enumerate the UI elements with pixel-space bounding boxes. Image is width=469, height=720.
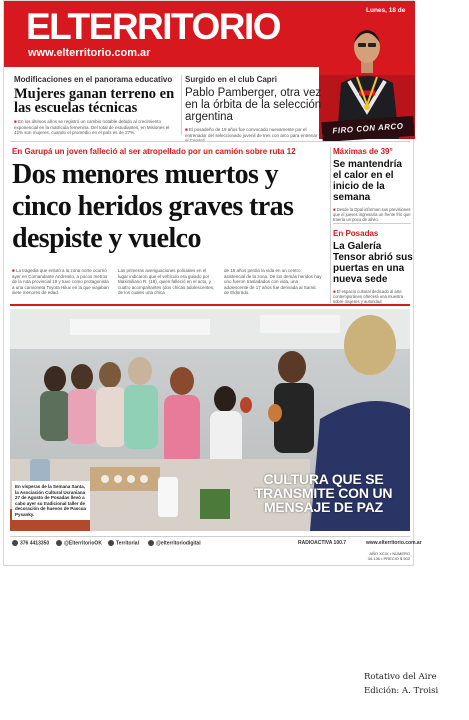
sidebar-body: ■ Desde la Dpal informan sus previsiones que el jueves ingresaría un frente frío que traería un poco de alivio. [333,207,413,223]
facebook-contact[interactable]: Territorial [108,540,139,546]
player-banner: FIRO CON ARCO [321,116,414,142]
story-column-3: de 15 años perdió la vida en un centro asistencial de la zona. De los demás heridos hay uno fueron trasladados con vida, una adolescente de 17 años fue derivada al Samic de Eldorado. [224,268,322,295]
teaser-headline[interactable]: Pablo Pamberger, otra vez en la órbita de la selección argentina [185,87,322,123]
sidebar-headline[interactable]: La Galería Tensor abrió sus puertas en una nueva sede [333,241,413,285]
newspaper-front-page [3,0,422,566]
website-url[interactable]: www.elterritorio.com.ar [28,47,151,59]
teaser-pamberger[interactable] [185,75,325,144]
footer-website[interactable]: www.elterritorio.com.ar [366,540,422,546]
sidebar-headline[interactable]: Se mantendría el calor en el inicio de la semana [333,159,402,203]
main-headline[interactable]: Dos menores muertos y cinco heridos graves tras despiste y vuelco [12,159,294,254]
photo-headline[interactable]: CULTURA QUE SE TRANSMITE CON UN MENSAJE DE PAZ [254,471,393,515]
newspaper-logo[interactable]: ELTERRITORIO [26,6,281,47]
sidebar-kicker: Máximas de 39° [333,147,393,156]
credit-line-2: Edición: A. Troisi [364,685,439,696]
instagram-contact[interactable]: @elterritoriodigital [148,540,201,546]
phone-contact[interactable]: 376 4413350 [12,540,49,546]
teaser-kicker: Modificaciones en el panorama educativo [14,75,173,84]
issue-date: Lunes, 18 de [366,7,406,14]
instagram-icon [148,540,154,546]
sidebar-weather[interactable] [333,147,413,223]
sidebar-body: ■ El espacio cultural dedicado al arte contemporáneo ofrecerá una muestra sobre mujeres y autoridad. [333,289,413,305]
story-column-2: Las primeras averiguaciones policiales en el lugar indicaron que el vehículo era guiado por Maximiliano R. (18), quien falleció en el acto, y cuatro acompañantes (dos chicas adolescentes, de los cuales una chica [118,268,215,295]
page-footer [10,536,422,548]
twitter-icon [56,540,62,546]
sidebar-kicker: En Posadas [333,229,379,238]
issue-number: AÑO XCIX • NÚMERO 34.136 • PRECIO $ 500 [367,551,410,561]
divider [10,141,410,142]
section-rule [10,304,410,306]
twitter-contact[interactable]: @ElterritorioOK [56,540,102,546]
divider [330,147,331,303]
divider [333,223,411,224]
whatsapp-icon [12,540,18,546]
facebook-icon [108,540,114,546]
credit-line-1: Rotativo del Aire [364,672,437,682]
teaser-kicker: Surgido en el club Capri [185,75,278,84]
credits [364,671,460,698]
story-column-1: ■ La tragedia que enlutó a la zona norte ocurrió ayer en Comandante Andresito, a pocos metros de la ruta provincial 19 y tuvo como protagonista a una camioneta Toyota Hilux en la que viajaban siete menores de edad. [12,268,110,296]
main-kicker[interactable]: En Garupá un joven falleció al ser atropellado por un camión sobre ruta 12 [12,147,296,156]
teaser-body: ■ El posadeño de 19 años fue convocado nuevamente por el entrenador del seleccionado juvenil de tres con arco para entrenar en [185,127,325,144]
sidebar-gallery[interactable] [333,229,413,305]
radio-brand[interactable]: RADIOACTIVA 100.7 [298,540,347,546]
photo-caption: En vísperas de la Semana Santa, la Asociación Cultural Ucraniana 27 de Agosto de Posadas llevó a cabo ayer su tradicional taller de decoración de huevos de Pascua Pysanky. [12,481,90,520]
teaser-technical-schools[interactable] [14,75,179,136]
divider [181,75,182,135]
teaser-headline[interactable]: Mujeres ganan terreno en las escuelas técnicas [14,86,175,116]
teaser-body: ■ En los últimos años se registró un cambio notable debido al crecimiento exponencial en la matrícula femenina. Del total de estudiantes, en Misiones el 42% son mujeres, cuando el promedio en el país es de 27%. [14,119,179,136]
